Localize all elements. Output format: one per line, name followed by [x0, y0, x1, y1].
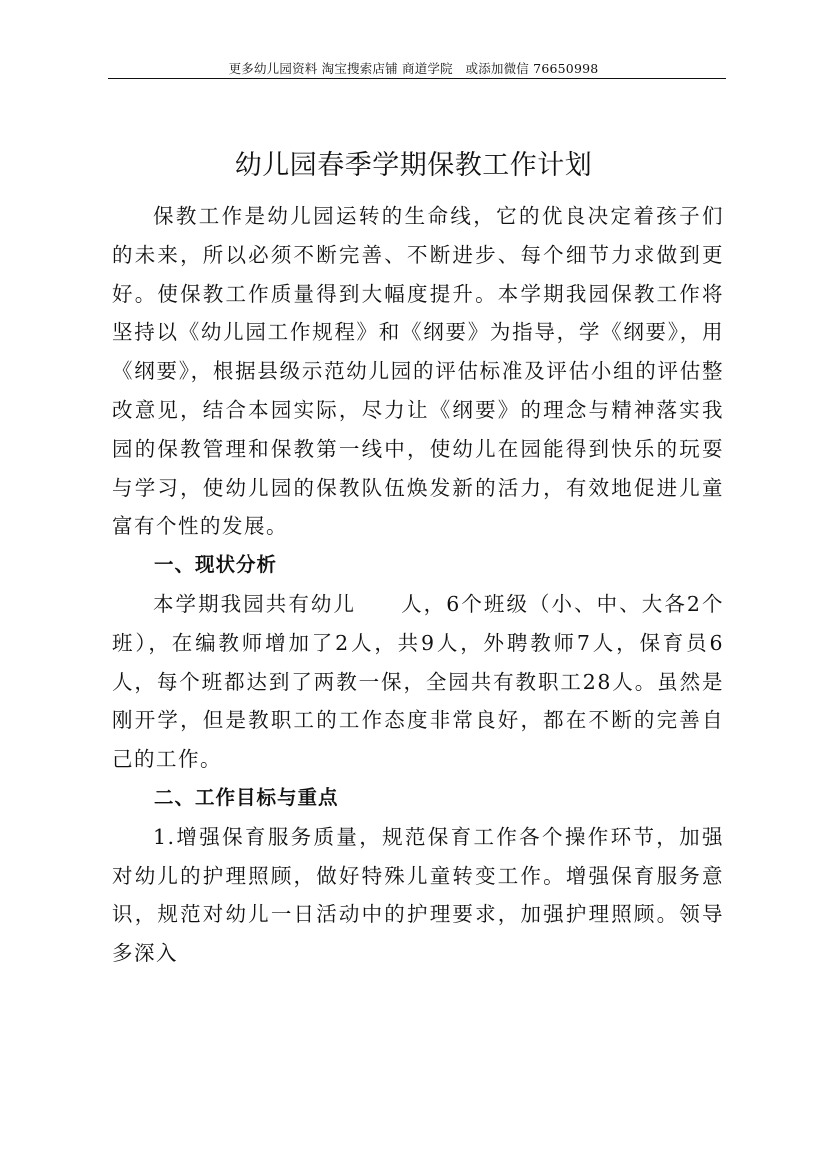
document-body — [112, 197, 724, 973]
header-note: 更多幼儿园资料 淘宝搜索店铺 商道学院 或添加微信 76650998 — [228, 61, 599, 76]
document-title: 幼儿园春季学期保教工作计划 — [234, 150, 593, 181]
section-heading-status: 一、现状分析 — [154, 553, 278, 577]
header-divider — [108, 78, 726, 79]
goals-paragraph: 1.增强保育服务质量，规范保育工作各个操作环节，加强对幼儿的护理照顾，做好特殊儿童转变工作。增强保育服务意识，规范对幼儿一日活动中的护理要求，加强护理照顾。领导多深入 — [112, 824, 724, 966]
status-paragraph: 本学期我园共有幼儿 人，6个班级（小、中、大各2个班），在编教师增加了2人，共9人，外聘教师7人，保育员6人，每个班都达到了两教一保，全园共有教职工28人。虽然是刚开学，但是教职工的工作态度非常良好，都在不断的完善自己的工作。 — [112, 591, 724, 772]
intro-paragraph: 保教工作是幼儿园运转的生命线，它的优良决定着孩子们的未来，所以必须不断完善、不断进步、每个细节力求做到更好。使保教工作质量得到大幅度提升。本学期我园保教工作将坚持以《幼儿园工作规程》和《纲要》为指导，学《纲要》，用《纲要》，根据县级示范幼儿园的评估标准及评估小组的评估整改意见，结合本园实际，尽力让《纲要》的理念与精神落实我园的保教管理和保教第一线中，使幼儿在园能得到快乐的玩耍与学习，使幼儿园的保教队伍焕发新的活力，有效地促进儿童富有个性的发展。 — [112, 204, 724, 539]
section-heading-goals: 二、工作目标与重点 — [154, 785, 339, 809]
